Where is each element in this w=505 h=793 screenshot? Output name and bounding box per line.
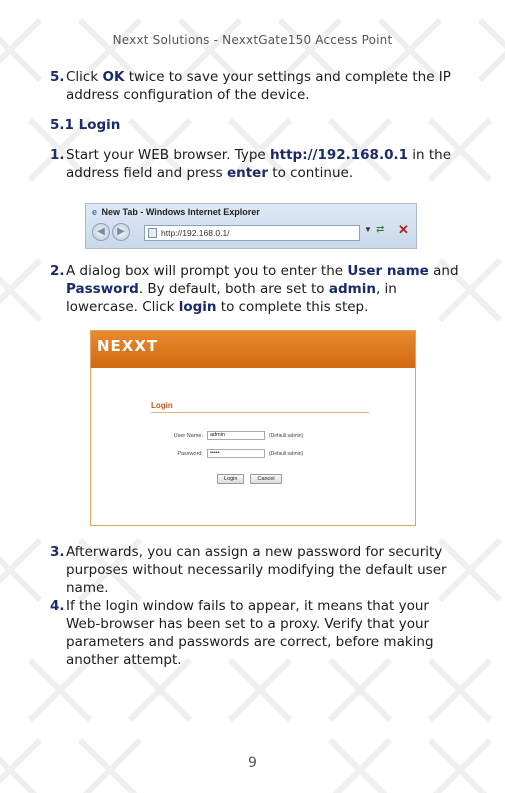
section-title: 5.1 Login [50, 117, 121, 133]
username-keyword: User name [347, 263, 429, 279]
step-text: Click [66, 69, 103, 85]
username-label: User Name: [173, 432, 203, 439]
admin-keyword: admin [328, 281, 376, 297]
username-hint: (Default:admin) [269, 432, 304, 439]
step-text: Start your WEB browser. Type [66, 147, 271, 163]
browser-title [92, 207, 260, 217]
username-row [151, 431, 303, 440]
page-number: 9 [248, 755, 257, 771]
password-label: Password: [177, 450, 203, 457]
forward-icon[interactable]: ▶ [112, 223, 130, 241]
manual-content-2 [50, 262, 460, 328]
manual-content [50, 68, 460, 194]
refresh-icon[interactable]: ⇄ [376, 224, 385, 235]
step-text: to continue. [267, 165, 354, 181]
browser-screenshot [85, 203, 417, 249]
enter-keyword: enter [226, 165, 268, 181]
login-button[interactable]: Login [217, 474, 244, 484]
step-text: in the address field and press [66, 147, 452, 181]
page-header: Nexxt Solutions - NexxtGate150 Access Point [112, 33, 393, 47]
step-3 [50, 543, 460, 597]
close-icon[interactable]: ✕ [398, 222, 409, 237]
step-text: A dialog box will prompt you to enter the [66, 263, 348, 279]
step-2 [50, 262, 460, 316]
step-number: 2. [50, 263, 65, 279]
cancel-button[interactable]: Cancel [250, 474, 281, 484]
step-text: Afterwards, you can assign a new password for security purposes without necessarily modifying the default user name. [66, 544, 447, 596]
login-keyword: login [178, 299, 217, 315]
step-text: to complete this step. [216, 299, 369, 315]
step-5 [50, 68, 460, 104]
step-number: 5. [50, 69, 65, 85]
login-screenshot [90, 330, 416, 526]
step-1 [50, 146, 460, 182]
chevron-down-icon[interactable]: ▼ [364, 225, 372, 234]
username-input[interactable]: admin [207, 431, 265, 440]
password-keyword: Password [66, 281, 139, 297]
manual-content-3 [50, 543, 460, 681]
step-number: 3. [50, 544, 65, 560]
password-input[interactable]: ••••• [207, 449, 265, 458]
password-hint: (Default:admin) [269, 450, 304, 457]
step-text: , in lowercase. Click [66, 281, 397, 315]
step-number: 1. [50, 147, 65, 163]
password-row [151, 449, 303, 458]
step-text: twice to save your settings and complete the IP address configuration of the device. [66, 69, 451, 103]
address-bar[interactable] [144, 225, 360, 241]
step-4 [50, 597, 460, 669]
ok-keyword: OK [102, 69, 125, 85]
login-buttons [217, 474, 282, 484]
back-icon[interactable]: ◀ [92, 223, 110, 241]
address-text: http://192.168.0.1/ [161, 228, 230, 238]
page-icon [148, 228, 157, 238]
browser-nav [92, 223, 130, 241]
step-text: If the login window fails to appear, it means that your Web-browser has been set to a proxy. Verify that your parameters and passwords are correct, before making another attempt. [66, 598, 434, 668]
login-header-bar [91, 331, 415, 368]
url-keyword: http://192.168.0.1 [270, 147, 408, 163]
step-text: and [428, 263, 459, 279]
step-text: . By default, both are set to [138, 281, 329, 297]
ie-logo-icon: e [92, 207, 98, 217]
browser-title-text: New Tab - Windows Internet Explorer [101, 207, 260, 217]
login-form [151, 401, 369, 491]
nexxt-logo: NEXXT [97, 337, 159, 355]
login-title: Login [151, 401, 369, 413]
step-number: 4. [50, 598, 65, 614]
